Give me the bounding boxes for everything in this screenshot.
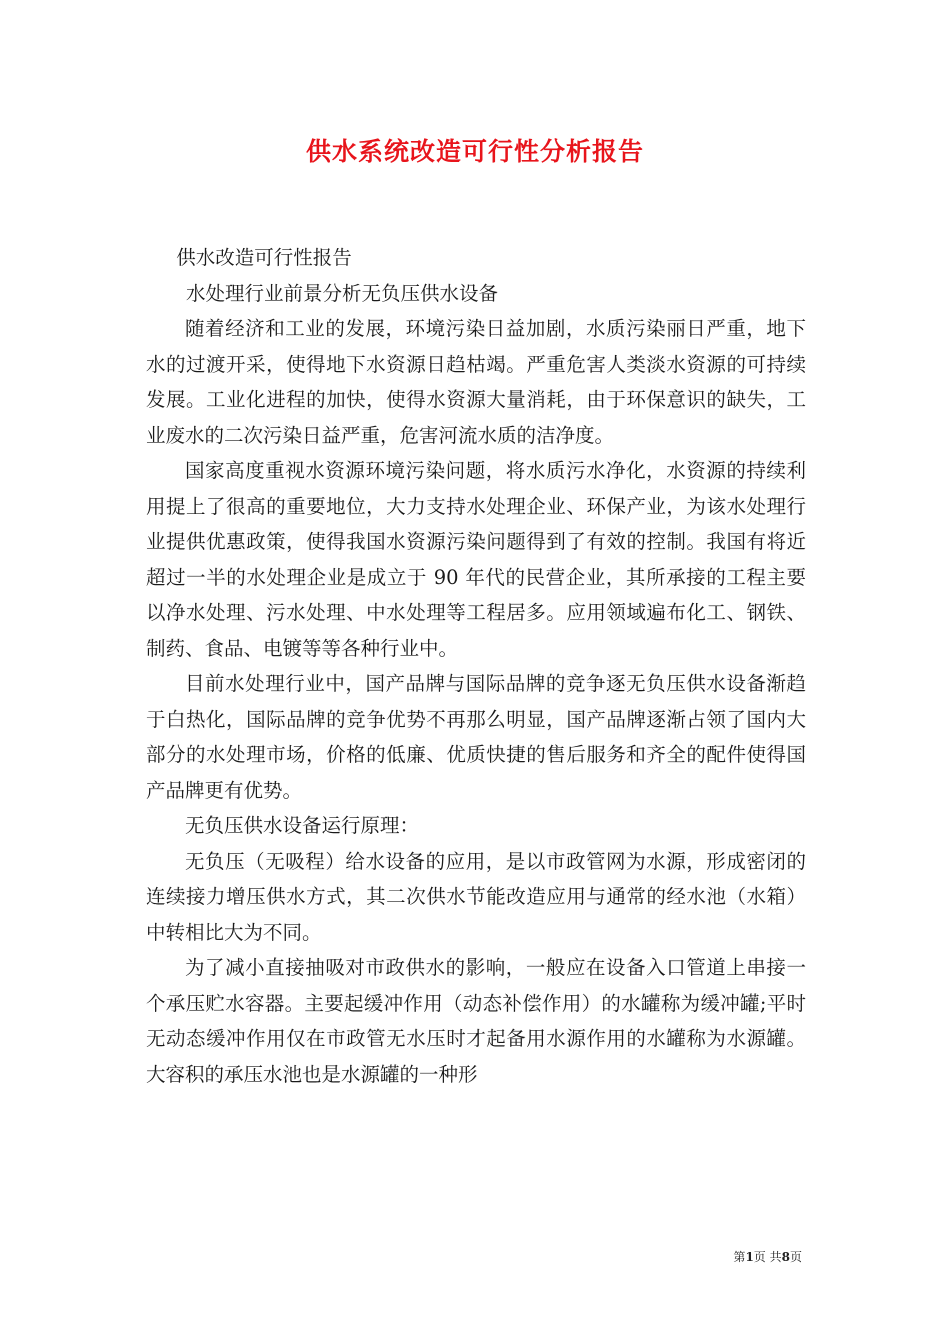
paragraph-principle: 无负压（无吸程）给水设备的应用，是以市政管网为水源，形成密闭的连续接力增压供水方式，其二次供水节能改造应用与通常的经水池（水箱）中转相比大为不同。	[146, 849, 806, 944]
paragraph-background: 随着经济和工业的发展，环境污染日益加剧，水质污染丽日严重，地下水的过渡开采，使得地下水资源日趋枯竭。严重危害人类淡水资源的可持续发展。工业化进程的加快，使得水资源大量消耗，由于环保意识的缺失，工业废水的二次污染日益严重，危害河流水质的洁净度。	[146, 317, 806, 447]
paragraph-policy: 国家高度重视水资源环境污染问题，将水质污水净化，水资源的持续利用提上了很高的重要地位，大力支持水处理企业、环保产业，为该水处理行业提供优惠政策，使得我国水资源污染问题得到了有效的控制。我国有将近超过一半的水处理企业是成立于 90 年代的民营企业，其所承接的工程主要以净水处理、污水处理、中水处理等工程居多。应用领域遍布化工、钢铁、制药、食品、电镀等等各种行业中。	[146, 459, 806, 660]
paragraph-buffer-tank: 为了减小直接抽吸对市政供水的影响，一般应在设备入口管道上串接一个承压贮水容器。主要起缓冲作用（动态补偿作用）的水罐称为缓冲罐;平时无动态缓冲作用仅在市政管无水压时才起备用水源作用的水罐称为水源罐。大容积的承压水池也是水源罐的一种形	[146, 956, 806, 1086]
footer-prefix: 第	[733, 1250, 746, 1264]
paragraph-principle-heading: 无负压供水设备运行原理：	[185, 814, 420, 837]
page-footer	[733, 1248, 802, 1265]
footer-suffix: 页	[789, 1250, 802, 1264]
document-title: 供水系统改造可行性分析报告	[305, 137, 644, 166]
footer-middle: 页 共	[753, 1250, 782, 1264]
document-body	[146, 240, 806, 1092]
footer-page-total: 8	[781, 1250, 790, 1264]
paragraph-subtitle: 水处理行业前景分析无负压供水设备	[185, 281, 498, 305]
paragraph-market: 目前水处理行业中，国产品牌与国际品牌的竞争逐无负压供水设备渐趋于白热化，国际品牌的竞争优势不再那么明显，国产品牌逐渐占领了国内大部分的水处理市场，价格的低廉、优质快捷的售后服务和齐全的配件使得国产品牌更有优势。	[146, 672, 806, 802]
paragraph-report-name: 供水改造可行性报告	[176, 246, 352, 269]
footer-page-number: 1	[745, 1250, 754, 1264]
